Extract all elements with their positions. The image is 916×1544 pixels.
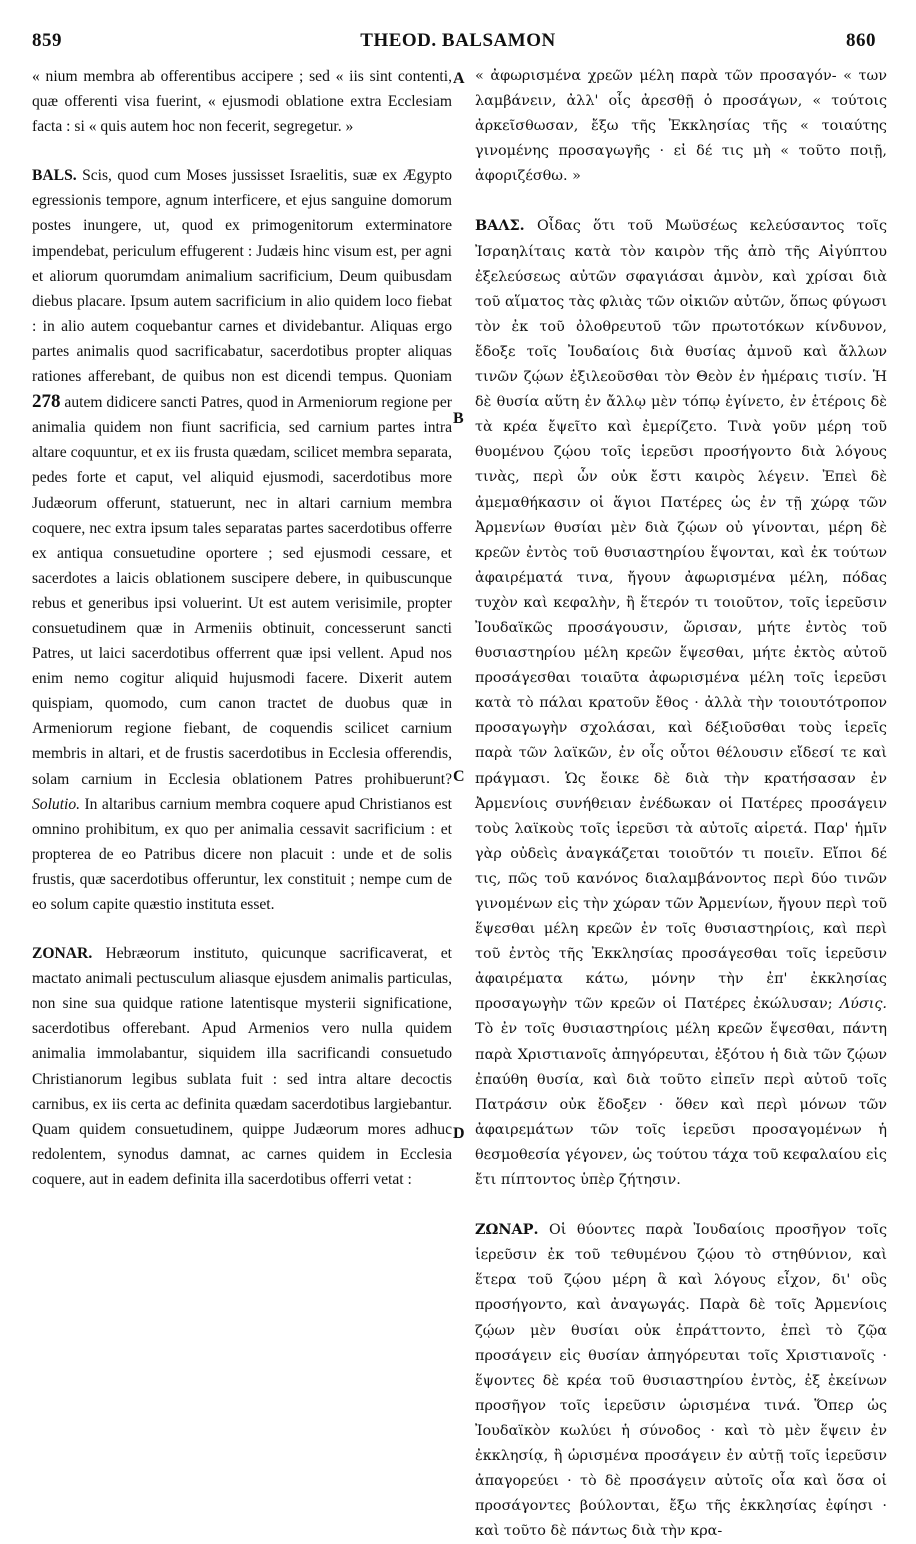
greek-canon-quote: « ἀφωρισμένα χρεῶν μέλη παρὰ τῶν προσαγόν- « των λαμβάνειν, ἀλλ' οἷς ἀρεσθῇ ὁ προσάγων, « τούτοις ἀρκεῖσθωσαν, ἔξω τῆς Ἐκκλησίας τῆς « τοιαύτης γινομένης προσαγωγῆς · εἰ δέ τις μὴ « τοῦτο ποιῇ, ἀφοριζέσθω. » [475, 68, 887, 185]
page-number-left: 859 [32, 30, 62, 51]
latin-bals-text-2: autem didicere sancti Patres, quod in Armeniorum regione per animalia quidem non fiunt sacrificia, sed carnium partes intra altare coquuntur, et ex iis frusta quædam, scilicet membra separata, pedes forte et caput, vel aliquid ejusmodi, sacerdotibus more Judæorum offerunt, statuerunt, nec in altari carnium membra coquere, nec extra ipsum tales separatas partes sacerdotibus offerre ex antiqua consuetudine oportere ; sed ejusmodi cessare, et sacerdotes a laicis oblationem suscipere debere, in quibuscunque rebus et generibus ipsi voluerint. Ut est autem verisimile, propter consuetudinem quæ in Armeniis obtinuit, concesserunt sancti Patres, ut laici sacerdotibus offerrent quæ ipsi vellent. Apud nos enim nemo cogitur aliquid hujusmodi facere. Dixerit autem quispiam, quomodo, cum canon tractet de duobus quæ in Armeniorum regione fiebant, de coquendis scilicet carnium membris in altari, et de frustis sacerdotibus in Ecclesia offerendis, solam carnium in Ecclesia oblationem Patres prohibuerunt? [32, 394, 452, 788]
greek-bals-label: ΒΑΛΣ. [475, 217, 525, 235]
latin-bals-label: BALS. [32, 167, 77, 185]
margin-letter-d: D [453, 1125, 465, 1142]
greek-bals-text-2: Τὸ ἐν τοῖς θυσιαστηρίοις μέλη κρεῶν ἕψεσθαι, πάντη παρὰ Χριστιανοῖς ἀπηγόρευται, ἐξότου ἡ διὰ τῶν ζῴων ἐπαύθη θυσία, καὶ διὰ τοῦτο εἰπεῖν περὶ αὐτοῦ τοῖς Πατράσιν οὐκ ἔδοξεν · ὅθεν καὶ περὶ μόνων τῶν ἀφαιρεμάτων τῶν τοῖς ἱερεῦσι προσαγομένων ἡ θεσμοθεσία γέγονεν, ὡς τούτου τάχα τοῦ κεφαλαίου εἰς ἔτι πίπτοντος ὑπὲρ ζήτησιν. [475, 1021, 887, 1189]
latin-zonar-label: ZONAR. [32, 945, 93, 963]
margin-letter-b: B [453, 410, 464, 427]
greek-bals-text: Οἶδας ὅτι τοῦ Μωϋσέως κελεύσαντος τοῖς Ἰσραηλίταις κατὰ τὸν καιρὸν τῆς ἀπὸ τῆς Αἰγύπτου ἐξελεύσεως αὐτῶν σφαγιάσαι ἀμνὸν, καὶ χρίσαι διὰ τοῦ αἵματος τὰς φλιὰς τῶν οἰκιῶν αὐτῶν, ὅπως φύγωσι τὸν ἐκ τοῦ ὀλοθρευτοῦ τῶν πρωτοτόκων κίνδυνον, ἔδοξε τοῖς Ἰουδαίοις διὰ θυσίας ἀμνοῦ καὶ ἄλλων τινῶν ζῴων ἐξιλεοῦσθαι τὸν Θεὸν ἐν ἡμέραις τισίν. Ἡ δὲ θυσία αὕτη ἐν ἄλλῳ μὲν τόπῳ ἐγίνετο, ἐν ἑτέροις δὲ τὰ κρέα ἔψεῖτο καὶ ἐμερίζετο. Τινὰ γοῦν μέρη τοῦ θυομένου ζῴου τοῖς ἱερεῦσι προσήγοντο διὰ λόγους τινὰς, περὶ ὧν οὐκ ἔστι καιρὸς λέγειν. Ἐπεὶ δὲ ἀμεμαθήκασιν οἱ ἅγιοι Πατέρες ὡς ἐν τῇ χώρᾳ τῶν Ἀρμενίων θυσίαι μὲν διὰ ζῴων οὐ γίνονται, μέρη δὲ κρεῶν ἐντὸς τοῦ θυσιαστηρίου ἕψονται, καὶ ἐκ τούτων ἀφαιρέματά τινα, ἤγουν ἀφωρισμένα μέλη, πόδας τυχὸν καὶ κεφαλὴν, ἢ ἕτερόν τι τοιοῦτον, τοῖς ἱερεῦσιν Ἰουδαϊκῶς προσάγουσιν, ὥρισαν, μήτε ἐντὸς τοῦ θυσιαστηρίου μέλη κρεῶν ἕψεσθαι, μήτε ἐκτὸς αὐτοῦ προσάγεσθαι τοιαῦτα ἀφωρισμένα μέλη τοῖς ἱερεῦσι κατὰ τὸ πάλαι κρατοῦν ἔθος · ἀλλὰ τὴν τοιουτότροπον προσαγωγὴν σχολάσαι, καὶ δέξιοῦσθαι τοὺς ἱερεῖς παρὰ τῶν λαϊκῶν, ἐν οἷς οὗτοι θέλουσιν εἴδεσί τε καὶ πράγμασι. Ὡς ἔοικε δὲ διὰ τὴν κρατήσασαν ἐν Ἀρμενίοις συνήθειαν ἐνέδωκαν οἱ Πατέρες προσάγειν τοὺς λαϊκοὺς τοῖς ἱερεῦσι τὰ αὐτοῖς αἱρετά. Παρ' ἡμῖν γὰρ οὐδεὶς ἀναγκάζεται τοιοῦτόν τι ποιεῖν. Εἴποι δέ τις, πῶς τοῦ κανόνος διαλαμβάνοντος περὶ δύο τινῶν γινομένων εἰς τὴν χώραν τῶν Ἀρμενίων, ἤγουν περὶ τοῦ ἕψεσθαι μέλη κρεῶν ἐν τοῖς θυσιαστηρίοις, καὶ περὶ τοῦ ἐντὸς τῆς Ἐκκλησίας προσάγεσθαι τοῖς ἱερεῦσιν ἀφαιρέματα κάτω, μόνην τὴν ἐπ' ἐκκλησίας προσαγωγὴν τῶν κρεῶν οἱ Πατέρες ἐκώλυσαν; [475, 218, 888, 1013]
latin-balsamon-commentary [32, 163, 452, 917]
greek-balsamon-commentary [475, 213, 887, 1193]
greek-zonaras-commentary [475, 1217, 887, 1544]
latin-zonar-text: Hebræorum instituto, quicunque sacrificaverat, et mactato animali pectusculum aliasque ejusdem animalis particulas, non sine sua quidque ratione latentisque mysterii significatione, sacerdotibus offerebant. Apud Armenios vero nulla quidem animalia immolabantur, siquidem illa sacrificandi consuetudo Christianorum legibus sublata fuit : sed intra altare decoctis carnibus, ex iis certa ac definita quædam sacerdotibus largiebantur. Quam quidem consuetudinem, quippe Judæorum mores adhuc redolentem, synodus damnat, ac carnes quidem in Ecclesia coquere, aut in eadem definita illa sacerdotibus offerri vetat : [32, 945, 452, 1188]
marginal-number-278: 278 [32, 391, 61, 413]
latin-column [32, 64, 452, 1192]
latin-bals-text-3: In altaribus carnium membra coquere apud Christianos est omnino prohibitum, ex quo per animalia cessavit sacrificium : et propterea de eo Patribus dicere non placuit : unde et de solis frustis, quæ sacerdotibus offeruntur, lex constituit ; nempe cum de eo solum capite quæstio instituta esset. [32, 795, 452, 913]
latin-canon-quote: « nium membra ab offerentibus accipere ; sed « iis sint contenti, quæ offerenti visa fuerint, « ejusmodi oblatione extra Ecclesiam facta : si « quis autem hoc non fecerit, segregetur. » [32, 68, 452, 136]
greek-lysis-label: Λύσις. [839, 996, 888, 1013]
greek-zonar-label: ΖΩΝΑΡ. [475, 1221, 539, 1239]
latin-solutio-label: Solutio. [32, 795, 81, 813]
running-title: THEOD. BALSAMON [360, 30, 556, 51]
greek-zonar-text: Οἱ θύοντες παρὰ Ἰουδαίοις προσῆγον τοῖς ἱερεῦσιν ἐκ τοῦ τεθυμένου ζῴου τὸ στηθύνιον, καὶ ἕτερα τοῦ ζῴου μέρη ἃ καὶ λόγους εἶχον, δι' οὓς προσήγοντο, καὶ ἀναγωγάς. Παρὰ δὲ τοῖς Ἀρμενίοις ζῴων μὲν θυσίαι οὐκ ἐπράττοντο, ἐπεὶ τὸ ζῷα προσάγειν εἰς θυσίαν ἀπηγόρευται τοῖς Χριστιανοῖς · ἕψοντες δὲ κρέα τοῦ θυσιαστηρίου ἐντὸς, ἐξ ἐκείνων προσῆγον τοῖς ἱερεῦσιν ὡρισμένα τινά. Ὅπερ ὡς Ἰουδαϊκὸν κωλύει ἡ σύνοδος · καὶ τὸ μὲν ἕψειν ἐν ἐκκλησίᾳ, ἢ ὡρισμένα προσάγειν ἐν αὐτῇ τοῖς ἱερεῦσιν ἀπαγορεύει · τὸ δὲ προσάγειν αὐτοῖς οἷα καὶ ὅσα οἱ προσάγοντες βούλονται, ἔξω τῆς ἐκκλησίας ἐφίησι · καὶ τοῦτο δὲ πάντως διὰ τὴν κρα- [475, 1222, 887, 1540]
latin-zonaras-commentary [32, 941, 452, 1192]
page-number-right: 860 [846, 30, 876, 51]
margin-letter-a: A [453, 70, 465, 87]
margin-letter-c: C [453, 768, 465, 785]
latin-bals-text-1: Scis, quod cum Moses jussisset Israelitis, suæ ex Ægypto egressionis tempore, agnum interficere, et ejus sanguine domorum postes inungere, ut, quod ex primogenitorum exterminatore impendebat, periculum effugerent : Judæis hinc visum est, per agni et aliorum quorumdam animalium sacrificium, Deum quibusdam diebus placare. Ipsum autem sacrificium in alio quidem loco fiebat : in alio autem coquebantur carnes et dividebantur. Aliquas ergo partes animalis quod sacrificabatur, sacerdotibus propter aliquas rationes afferebant, de quibus non est dicendi tempus. Quoniam [32, 167, 452, 386]
greek-column [475, 64, 887, 1544]
